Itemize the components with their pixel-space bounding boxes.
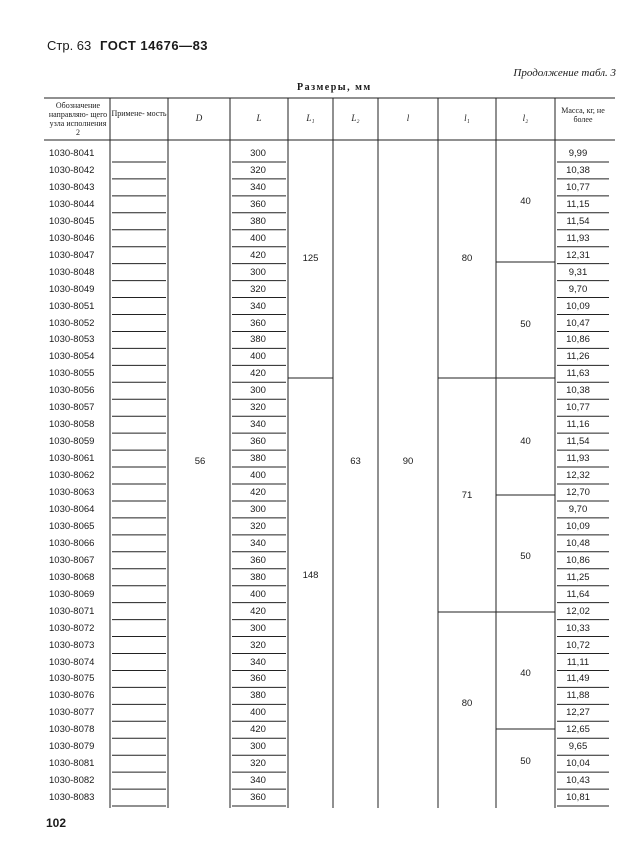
row-L: 380 [250, 690, 266, 702]
row-L: 420 [250, 249, 266, 261]
row-mass: 10,09 [566, 300, 590, 312]
row-mass: 12,27 [566, 707, 590, 719]
row-mass: 10,86 [566, 334, 590, 346]
row-mass: 11,93 [566, 232, 590, 244]
row-code: 1030-8067 [49, 554, 95, 566]
row-mass: 12,31 [566, 249, 590, 261]
merged-l1-c: 80 [461, 698, 473, 709]
row-code: 1030-8064 [49, 503, 95, 515]
merged-l2-e: 40 [520, 668, 531, 679]
row-mass: 9,31 [568, 266, 588, 278]
col-l1-header: l₁ [464, 113, 470, 123]
merged-l2-a: 40 [520, 196, 531, 207]
row-mass: 11,16 [566, 419, 590, 431]
merged-L1-b: 148 [302, 570, 319, 581]
row-L: 400 [250, 470, 266, 482]
row-mass: 10,81 [566, 792, 590, 804]
row-L: 300 [250, 385, 266, 397]
row-mass: 11,15 [566, 198, 590, 210]
row-L: 300 [250, 266, 266, 278]
merged-l2-c: 40 [520, 436, 531, 447]
row-mass: 11,54 [566, 215, 590, 227]
row-L: 300 [250, 741, 266, 753]
row-L: 320 [250, 758, 266, 770]
row-L: 380 [250, 453, 266, 465]
row-code: 1030-8057 [49, 402, 95, 414]
row-L: 420 [250, 724, 266, 736]
row-mass: 12,70 [566, 487, 590, 498]
row-L: 360 [250, 673, 266, 685]
row-L: 380 [250, 571, 266, 583]
row-code: 1030-8075 [49, 673, 95, 685]
col-designation-header: Обозначение направляю- щего узла исполнения 2 [48, 101, 108, 137]
row-L: 360 [250, 554, 266, 566]
row-L: 400 [250, 588, 266, 600]
row-L: 400 [250, 707, 266, 719]
row-mass: 10,38 [566, 164, 590, 176]
row-L: 320 [250, 520, 266, 532]
row-code: 1030-8079 [49, 741, 95, 753]
merged-l1-a: 80 [461, 253, 473, 264]
row-L: 320 [250, 283, 266, 295]
row-code: 1030-8074 [49, 656, 95, 668]
row-code: 1030-8048 [49, 266, 95, 278]
row-code: 1030-8056 [49, 385, 95, 397]
row-L: 320 [250, 639, 266, 651]
row-code: 1030-8063 [49, 487, 95, 498]
row-mass: 10,38 [566, 385, 590, 397]
row-code: 1030-8072 [49, 622, 95, 634]
page-number: 102 [46, 816, 67, 830]
row-code: 1030-8073 [49, 639, 95, 651]
row-code: 1030-8081 [49, 758, 95, 770]
merged-l1-b: 71 [461, 490, 473, 501]
page-label: Стр. 63 [47, 38, 92, 53]
row-L: 400 [250, 232, 266, 244]
row-mass: 12,32 [566, 470, 590, 482]
row-mass: 10,48 [566, 537, 590, 549]
col-D-header: D [195, 113, 203, 123]
row-code: 1030-8044 [49, 198, 95, 210]
standard-label: ГОСТ 14676—83 [100, 38, 209, 53]
row-code: 1030-8043 [49, 181, 95, 193]
row-mass: 10,77 [566, 181, 590, 193]
row-L: 420 [250, 605, 266, 617]
row-code: 1030-8077 [49, 707, 95, 719]
col-L1-header: L₁ [306, 113, 315, 123]
row-code: 1030-8082 [49, 775, 95, 787]
row-code: 1030-8042 [49, 164, 95, 176]
row-mass: 9,70 [568, 283, 588, 295]
col-L-header: L [256, 113, 262, 123]
row-code: 1030-8083 [49, 792, 95, 804]
row-code: 1030-8046 [49, 232, 95, 244]
row-code: 1030-8065 [49, 520, 95, 532]
row-mass: 11,88 [566, 690, 590, 702]
col-L2-header: L₂ [351, 113, 360, 123]
row-L: 340 [250, 537, 266, 549]
row-L: 420 [250, 487, 266, 498]
row-code: 1030-8069 [49, 588, 95, 600]
row-mass: 10,33 [566, 622, 590, 634]
row-L: 340 [250, 775, 266, 787]
row-mass: 9,70 [568, 503, 588, 515]
row-mass: 11,93 [566, 453, 590, 465]
row-mass: 11,25 [566, 571, 590, 583]
row-mass: 11,63 [566, 368, 590, 380]
row-L: 340 [250, 181, 266, 193]
row-code: 1030-8055 [49, 368, 95, 380]
row-code: 1030-8052 [49, 317, 95, 329]
merged-l2-b: 50 [520, 319, 531, 330]
merged-D: 56 [194, 456, 206, 467]
row-L: 300 [250, 503, 266, 515]
row-L: 340 [250, 656, 266, 668]
dimensions-label: Размеры, мм [297, 82, 372, 93]
row-mass: 10,77 [566, 402, 590, 414]
merged-L1-a: 125 [302, 253, 319, 264]
row-mass: 11,26 [566, 351, 590, 363]
row-L: 360 [250, 198, 266, 210]
row-code: 1030-8066 [49, 537, 95, 549]
row-mass: 10,09 [566, 520, 590, 532]
row-mass: 10,43 [566, 775, 590, 787]
row-L: 340 [250, 419, 266, 431]
continuation-label: Продолжение табл. 3 [513, 67, 616, 79]
row-L: 360 [250, 792, 266, 804]
row-code: 1030-8071 [49, 605, 95, 617]
row-code: 1030-8068 [49, 571, 95, 583]
row-mass: 11,49 [566, 673, 590, 685]
row-mass: 11,64 [566, 588, 590, 600]
row-code: 1030-8053 [49, 334, 95, 346]
row-L: 320 [250, 402, 266, 414]
row-code: 1030-8058 [49, 419, 95, 431]
col-l-header: l [406, 113, 410, 123]
row-code: 1030-8049 [49, 283, 95, 295]
row-L: 340 [250, 300, 266, 312]
merged-l: 90 [402, 456, 414, 467]
row-code: 1030-8076 [49, 690, 95, 702]
row-code: 1030-8054 [49, 351, 95, 363]
row-code: 1030-8078 [49, 724, 95, 736]
row-L: 420 [250, 368, 266, 380]
col-applicability-header: Примене- мость [111, 109, 167, 118]
row-mass: 11,11 [566, 656, 590, 668]
row-L: 300 [250, 148, 266, 159]
row-mass: 9,99 [568, 148, 588, 159]
row-L: 360 [250, 317, 266, 329]
merged-l2-f: 50 [520, 756, 531, 767]
row-L: 380 [250, 334, 266, 346]
row-mass: 10,47 [566, 317, 590, 329]
row-L: 320 [250, 164, 266, 176]
row-L: 380 [250, 215, 266, 227]
row-mass: 12,65 [566, 724, 590, 736]
col-mass-header: Масса, кг, не более [561, 106, 605, 124]
row-code: 1030-8051 [49, 300, 95, 312]
merged-L2: 63 [350, 456, 361, 467]
row-L: 360 [250, 436, 266, 448]
row-code: 1030-8041 [49, 148, 95, 159]
row-mass: 12,02 [566, 605, 590, 617]
row-mass: 11,54 [566, 436, 590, 448]
col-l2-header: l₂ [522, 113, 529, 123]
row-code: 1030-8045 [49, 215, 95, 227]
row-mass: 10,04 [566, 758, 590, 770]
row-mass: 9,65 [568, 741, 588, 753]
row-code: 1030-8062 [49, 470, 95, 482]
merged-l2-d: 50 [520, 551, 531, 562]
row-mass: 10,72 [566, 639, 590, 651]
row-mass: 10,86 [566, 554, 590, 566]
row-code: 1030-8059 [49, 436, 95, 448]
row-L: 300 [250, 622, 266, 634]
row-code: 1030-8047 [49, 249, 95, 261]
row-code: 1030-8061 [49, 453, 95, 465]
row-L: 400 [250, 351, 266, 363]
